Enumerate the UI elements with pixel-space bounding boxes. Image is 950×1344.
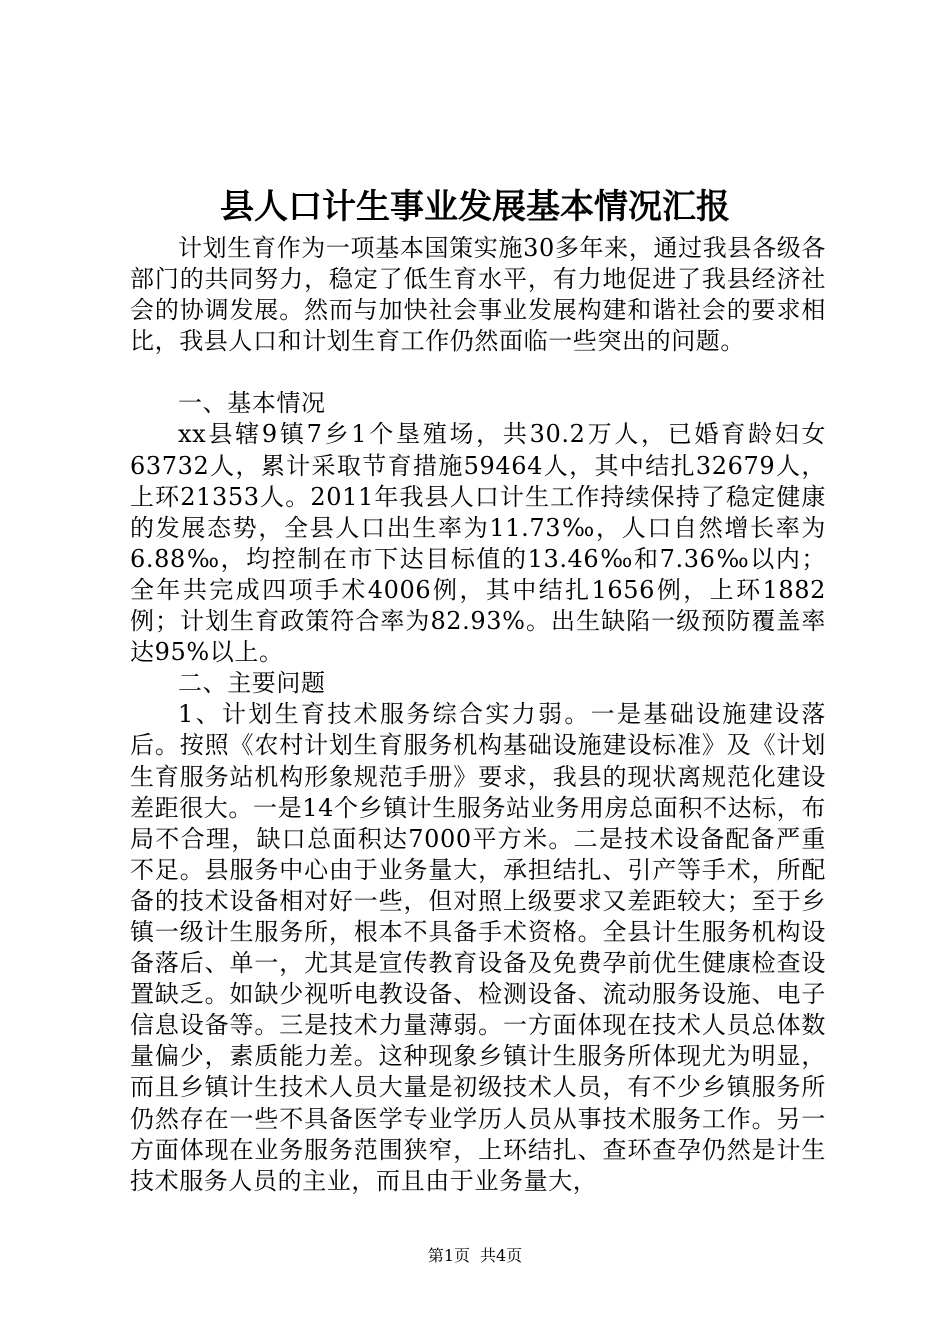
intro-paragraph: 计划生育作为一项基本国策实施30多年来，通过我县各级各部门的共同努力，稳定了低生育水平，有力地促进了我县经济社会的协调发展。然而与加快社会事业发展构建和谐社会的要求相比，我县人口和计划生育工作仍然面临一些突出的问题。: [130, 234, 826, 356]
section-heading-main-problems: 二、主要问题: [178, 669, 326, 698]
main-problems-paragraph: 1、计划生育技术服务综合实力弱。一是基础设施建设落后。按照《农村计划生育服务机构基础设施建设标准》及《计划生育服务站机构形象规范手册》要求，我县的现状离规范化建设差距很大。一是14个乡镇计生服务站业务用房总面积不达标，布局不合理，缺口总面积达7000平方米。二是技术设备配备严重不足。县服务中心由于业务量大，承担结扎、引产等手术，所配备的技术设备相对好一些，但对照上级要求又差距较大；至于乡镇一级计生服务所，根本不具备手术资格。全县计生服务机构设备落后、单一，尤其是宣传教育设备及免费孕前优生健康检查设置缺乏。如缺少视听电教设备、检测设备、流动服务设施、电子信息设备等。三是技术力量薄弱。一方面体现在技术人员总体数量偏少，素质能力差。这种现象乡镇计生服务所体现尤为明显，而且乡镇计生技术人员大量是初级技术人员，有不少乡镇服务所仍然存在一些不具备医学专业学历人员从事技术服务工作。另一方面体现在业务服务范围狭窄，上环结扎、查环查孕仍然是计生技术服务人员的主业，而且由于业务量大，: [130, 700, 826, 1195]
document-title: 县人口计生事业发展基本情况汇报: [220, 187, 730, 227]
section-heading-basic-situation: 一、基本情况: [178, 389, 326, 418]
page-footer: [0, 1245, 950, 1267]
page-total: 共4页: [480, 1246, 523, 1265]
page-number: 第1页: [427, 1246, 470, 1265]
basic-situation-paragraph: xx县辖9镇7乡1个垦殖场，共30.2万人，已婚育龄妇女63732人，累计采取节育措施59464人，其中结扎32679人，上环21353人。2011年我县人口计生工作持续保持了稳定健康的发展态势，全县人口出生率为11.73‰，人口自然增长率为6.88‰，均控制在市下达目标值的13.46‰和7.36‰以内；全年共完成四项手术4006例，其中结扎1656例，上环1882例；计划生育政策符合率为82.93%。出生缺陷一级预防覆盖率达95%以上。: [130, 420, 826, 667]
document-body: [130, 233, 826, 1197]
